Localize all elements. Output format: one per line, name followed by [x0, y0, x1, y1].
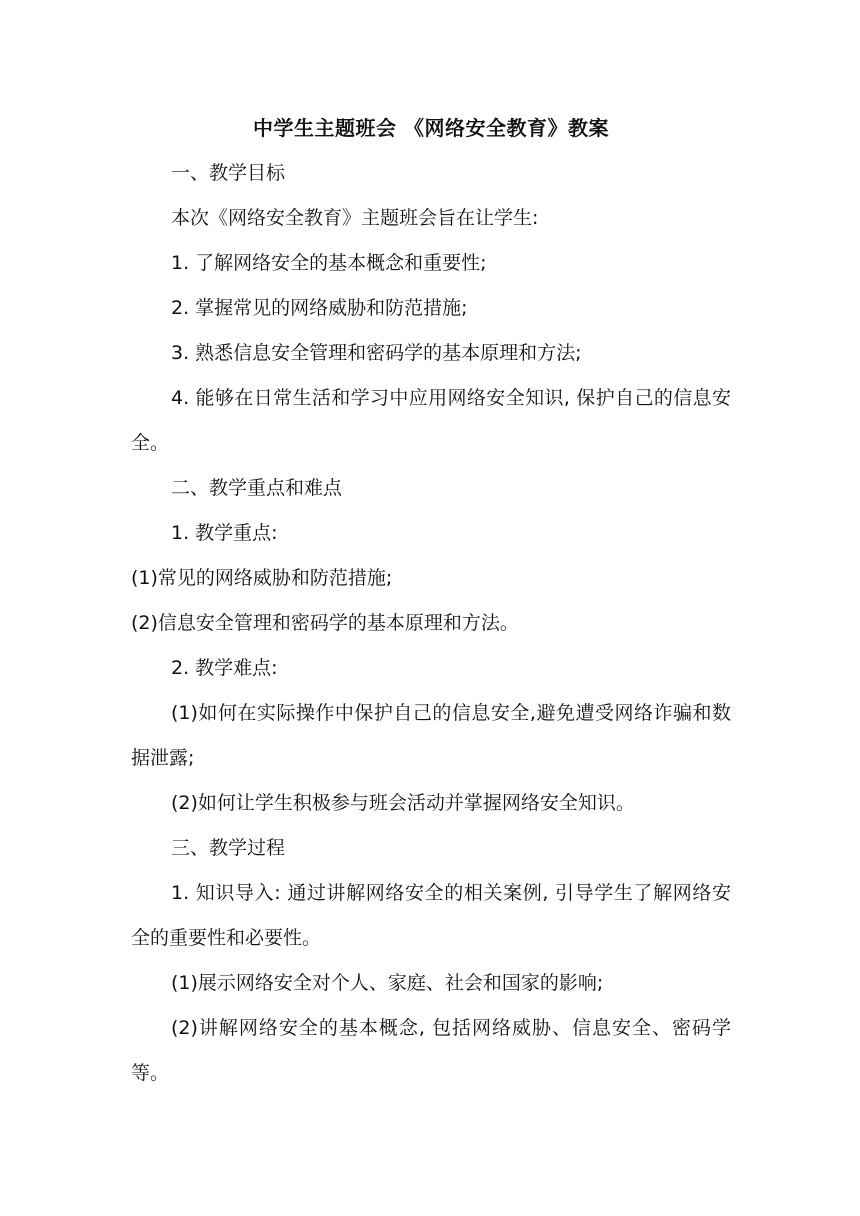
process-substep-2: (2)讲解网络安全的基本概念, 包括网络威胁、信息安全、密码学等。 — [131, 1017, 731, 1084]
paragraph-intro: 本次《网络安全教育》主题班会旨在让学生: — [171, 207, 539, 229]
objective-item-2: 2. 掌握常见的网络威胁和防范措施; — [171, 297, 468, 319]
document-title: 中学生主题班会 《网络安全教育》教案 — [253, 116, 609, 140]
document-body — [131, 105, 731, 1096]
key-point-item-2: (2)信息安全管理和密码学的基本原理和方法。 — [131, 612, 519, 634]
section-heading-process: 三、教学过程 — [171, 837, 286, 859]
process-substep-1: (1)展示网络安全对个人、家庭、社会和国家的影响; — [171, 972, 604, 994]
objective-item-4: 4. 能够在日常生活和学习中应用网络安全知识, 保护自己的信息安全。 — [131, 387, 731, 454]
process-step-1: 1. 知识导入: 通过讲解网络安全的相关案例, 引导学生了解网络安全的重要性和必要性。 — [131, 882, 731, 949]
subheading-difficulties: 2. 教学难点: — [171, 657, 278, 679]
difficulty-item-1: (1)如何在实际操作中保护自己的信息安全,避免遭受网络诈骗和数据泄露; — [131, 702, 731, 769]
section-heading-objectives: 一、教学目标 — [171, 162, 286, 184]
difficulty-item-2: (2)如何让学生积极参与班会活动并掌握网络安全知识。 — [171, 792, 635, 814]
key-point-item-1: (1)常见的网络威胁和防范措施; — [131, 567, 393, 589]
objective-item-1: 1. 了解网络安全的基本概念和重要性; — [171, 252, 487, 274]
objective-item-3: 3. 熟悉信息安全管理和密码学的基本原理和方法; — [171, 342, 582, 364]
section-heading-key-points: 二、教学重点和难点 — [171, 477, 343, 499]
subheading-key-points: 1. 教学重点: — [171, 522, 278, 544]
